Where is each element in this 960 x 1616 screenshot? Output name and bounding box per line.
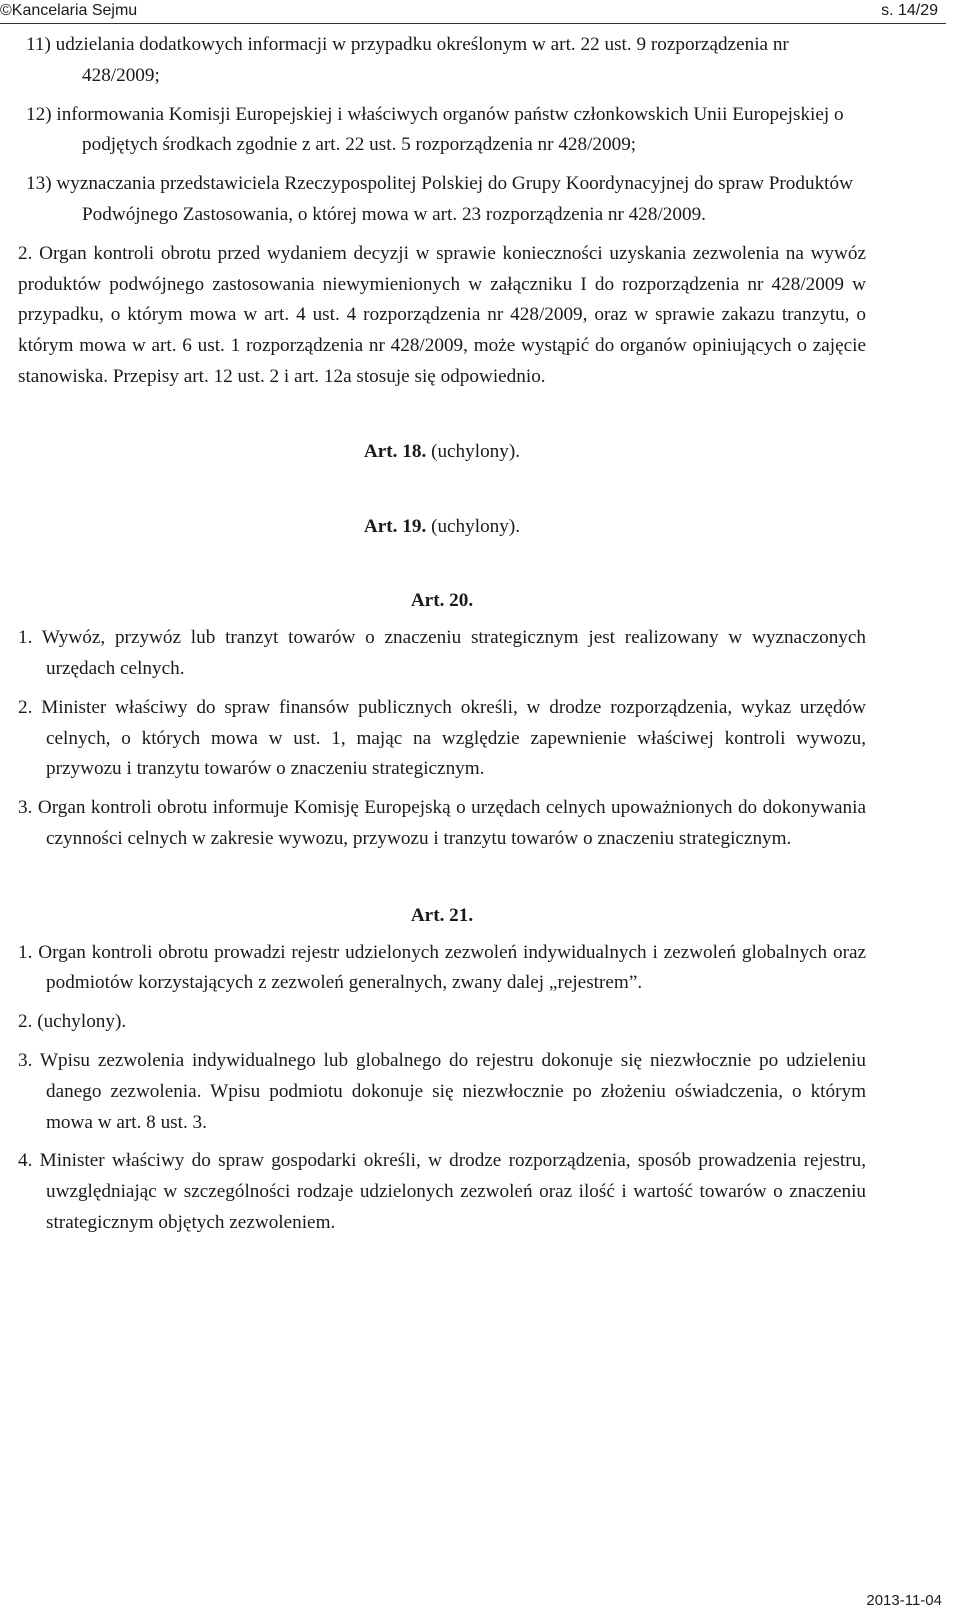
list-item-12: 12) informowania Komisji Europejskiej i właściwych organów państw członkowskich Unii Europejskiej o podjętych środkach zgodnie z art. 22 ust. 5 rozporządzenia nr 428/2009; [26, 103, 844, 156]
article-21-paragraph-1: 1. Organ kontroli obrotu prowadzi rejestr udzielonych zezwoleń indywidualnych i zezwoleń globalnych oraz podmiotów korzystających z zezwoleń generalnych, zwany dalej „rejestrem”. [18, 941, 866, 994]
article-21-paragraph-2: 2. (uchylony). [18, 1011, 127, 1033]
article-20-paragraph-1: 1. Wywóz, przywóz lub tranzyt towarów o znaczeniu strategicznym jest realizowany w wyznaczonych urzędach celnych. [18, 627, 866, 679]
list-item-11: 11) udzielania dodatkowych informacji w przypadku określonym w art. 22 ust. 9 rozporządzenia nr 428/2009; [26, 34, 789, 86]
page-header [0, 0, 946, 24]
document-body [18, 28, 866, 1247]
article-18-number: Art. 18. [363, 440, 427, 462]
paragraph-2: 2. Organ kontroli obrotu przed wydaniem decyzji w sprawie konieczności uzyskania zezwolenia na wywóz produktów podwójnego zastosowania niewymienionych w załączniku I do rozporządzenia nr 428/2009 w przypadku, o którym mowa w art. 4 ust. 4 rozporządzenia nr 428/2009, oraz w sprawie zakazu tranzytu, o którym mowa w art. 6 ust. 1 rozporządzenia nr 428/2009, może wystąpić do organów opiniujących o zajęcie stanowiska. Przepisy art. 12 ust. 2 i art. 12a stosuje się odpowiednio. [18, 242, 866, 387]
article-19 [18, 512, 866, 543]
footer-date: 2013-11-04 [866, 1592, 942, 1609]
article-20-paragraph-2: 2. Minister właściwy do spraw finansów publicznych określi, w drodze rozporządzenia, wykaz urzędów celnych, o których mowa w ust. 1, mając na względzie zapewnienie właściwej kontroli wywozu, przywozu i tranzytu towarów o znaczeniu strategicznym. [18, 696, 866, 780]
article-21-paragraph-3: 3. Wpisu zezwolenia indywidualnego lub globalnego do rejestru dokonuje się niezwłocznie po udzieleniu danego zezwolenia. Wpisu podmiotu dokonuje się niezwłocznie po złożeniu oświadczenia, o którym mowa w art. 8 ust. 3. [18, 1049, 866, 1133]
list-item-13: 13) wyznaczania przedstawiciela Rzeczypospolitej Polskiej do Grupy Koordynacyjnej do spraw Produktów Podwójnego Zastosowania, o której mowa w art. 23 rozporządzenia nr 428/2009. [26, 173, 853, 225]
article-18 [18, 437, 866, 468]
page-number: s. 14/29 [881, 2, 938, 19]
copyright-notice: ©Kancelaria Sejmu [0, 2, 138, 19]
article-19-text: (uchylony). [431, 515, 521, 537]
article-18-text: (uchylony). [431, 440, 521, 462]
header-divider [0, 23, 946, 24]
article-20-heading [18, 586, 866, 617]
article-21-heading [18, 901, 866, 932]
article-21-number: Art. 21. [410, 904, 474, 926]
article-20-number: Art. 20. [410, 590, 474, 612]
article-19-number: Art. 19. [363, 515, 427, 537]
article-20-paragraph-3: 3. Organ kontroli obrotu informuje Komisję Europejską o urzędach celnych upoważnionych do dokonywania czynności celnych w zakresie wywozu, przywozu i tranzytu towarów o znaczeniu strategicznym. [18, 797, 866, 849]
article-21-paragraph-4: 4. Minister właściwy do spraw gospodarki określi, w drodze rozporządzenia, sposób prowadzenia rejestru, uwzględniając w szczególności rodzaje udzielonych zezwoleń oraz ilość i wartość towarów o znaczeniu strategicznym objętych zezwoleniem. [18, 1150, 866, 1233]
